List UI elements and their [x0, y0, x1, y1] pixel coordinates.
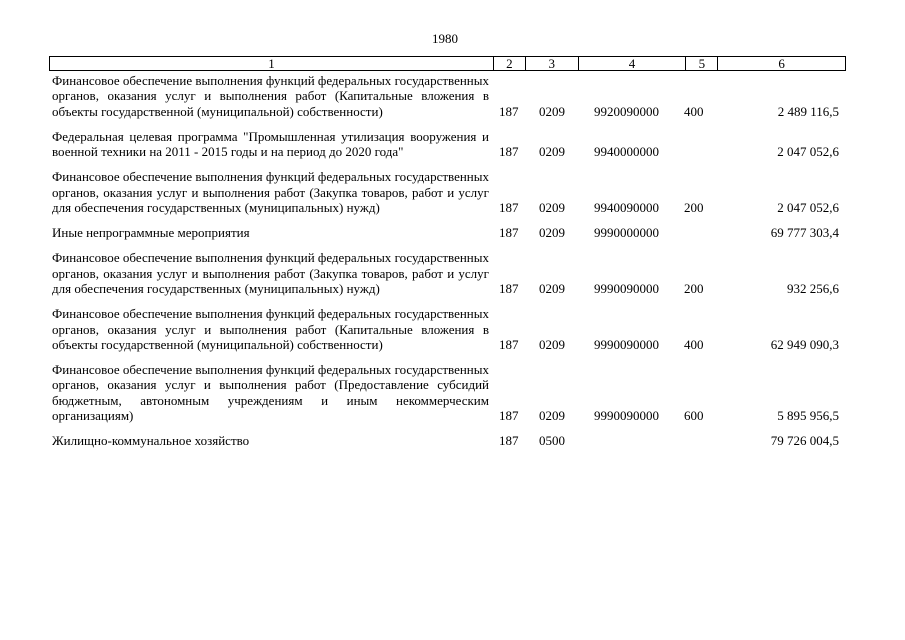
row-grbs: 187: [499, 408, 519, 424]
header-col-4: 4: [579, 57, 687, 70]
row-vr: 400: [684, 337, 704, 353]
row-csr: 9990000000: [594, 225, 659, 241]
row-sum: 62 949 090,3: [770, 337, 839, 353]
row-section: 0209: [539, 144, 565, 160]
row-description: Финансовое обеспечение выполнения функций федеральных государственных органов, оказания услуг и выполнения работ (Капитальные вложения в объекты государственной (муниципальной) собственности): [52, 306, 489, 352]
row-grbs: 187: [499, 433, 519, 449]
row-section: 0209: [539, 103, 565, 119]
row-sum: 932 256,6: [787, 281, 839, 297]
row-grbs: 187: [499, 337, 519, 353]
row-vr: 600: [684, 408, 704, 424]
row-section: 0209: [539, 281, 565, 297]
row-csr: 9990090000: [594, 408, 659, 424]
header-col-5: 5: [686, 57, 718, 70]
row-vr: 400: [684, 103, 704, 119]
table-row: [52, 306, 852, 352]
row-description: Финансовое обеспечение выполнения функций федеральных государственных органов, оказания услуг и выполнения работ (Закупка товаров, работ и услуг для обеспечения государственных (муниципальных) нужд): [52, 250, 489, 296]
row-sum: 79 726 004,5: [770, 433, 839, 449]
row-sum: 69 777 303,4: [770, 225, 839, 241]
page-number: 1980: [432, 31, 458, 46]
row-description: Жилищно-коммунальное хозяйство: [52, 433, 250, 449]
row-grbs: 187: [499, 225, 519, 241]
row-csr: 9940090000: [594, 200, 659, 216]
row-sum: 2 047 052,6: [777, 200, 839, 216]
table-row: [52, 169, 852, 215]
header-col-6: 6: [778, 56, 785, 71]
table-row: [52, 129, 852, 160]
row-sum: 5 895 956,5: [777, 408, 839, 424]
row-grbs: 187: [499, 144, 519, 160]
table-body: [52, 73, 852, 458]
row-section: 0500: [539, 433, 565, 449]
table-header: [49, 56, 846, 71]
row-description: Финансовое обеспечение выполнения функций федеральных государственных органов, оказания услуг и выполнения работ (Закупка товаров, работ и услуг для обеспечения государственных (муниципальных) нужд): [52, 169, 489, 216]
row-grbs: 187: [499, 281, 519, 297]
row-vr: 200: [684, 200, 704, 216]
row-section: 0209: [539, 337, 565, 353]
row-csr: 9990090000: [594, 281, 659, 297]
table-row: [52, 225, 852, 240]
table-row: [52, 433, 852, 448]
header-col-1: 1: [50, 57, 494, 70]
row-section: 0209: [539, 408, 565, 424]
row-grbs: 187: [499, 103, 519, 119]
row-description: Федеральная целевая программа "Промышленная утилизация вооружения и военной техники на 2011 - 2015 годы и на период до 2020 года": [52, 128, 489, 160]
row-description: Финансовое обеспечение выполнения функций федеральных государственных органов, оказания услуг и выполнения работ (Капитальные вложения в объекты государственной (муниципальной) собственности): [52, 73, 489, 119]
header-col-2: 2: [494, 57, 526, 70]
row-csr: 9940000000: [594, 144, 659, 160]
row-sum: 2 489 116,5: [777, 103, 839, 119]
table-row: [52, 73, 852, 119]
row-csr: 9920090000: [594, 103, 659, 119]
row-vr: 200: [684, 281, 704, 297]
row-description: Иные непрограммные мероприятия: [52, 225, 250, 241]
header-col-3: 3: [526, 57, 579, 70]
row-sum: 2 047 052,6: [777, 144, 839, 160]
row-section: 0209: [539, 200, 565, 216]
table-row: [52, 250, 852, 296]
row-description: Финансовое обеспечение выполнения функций федеральных государственных органов, оказания услуг и выполнения работ (Предоставление субсидий бюджетным, автономным учреждениям и иным некоммерческим организациям): [52, 362, 489, 424]
row-section: 0209: [539, 225, 565, 241]
row-grbs: 187: [499, 200, 519, 216]
row-csr: 9990090000: [594, 337, 659, 353]
table-row: [52, 362, 852, 423]
